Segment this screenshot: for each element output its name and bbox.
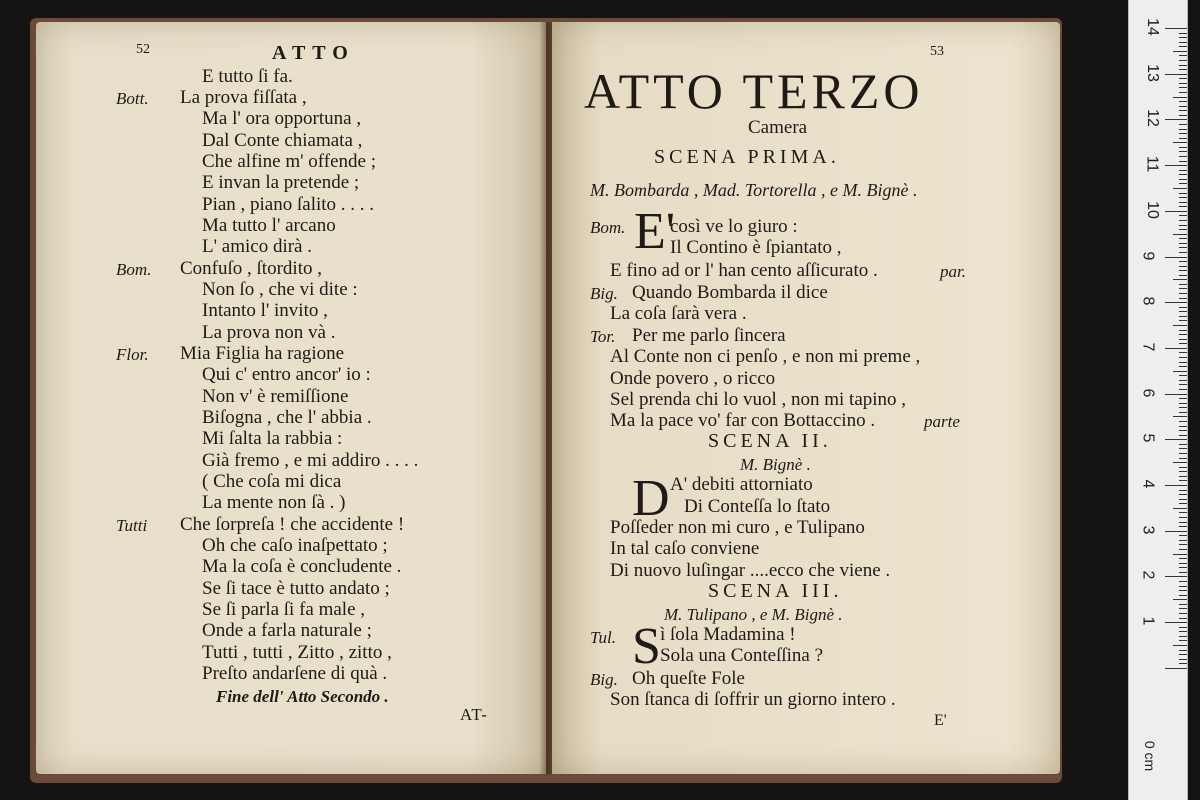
verse-line: La coſa ſarà vera . [610, 303, 747, 324]
ruler-tick [1179, 220, 1187, 221]
ruler-tick [1179, 412, 1187, 413]
verse-line: Il Contino è ſpiantato , [670, 237, 842, 258]
ruler-tick [1179, 206, 1187, 207]
ruler-tick [1179, 37, 1187, 38]
ruler-tick [1165, 302, 1187, 303]
ruler-tick [1179, 403, 1187, 404]
ruler-tick [1173, 51, 1187, 52]
ruler-tick [1179, 535, 1187, 536]
ruler-tick [1179, 161, 1187, 162]
ruler-tick [1179, 197, 1187, 198]
ruler-tick [1179, 106, 1187, 107]
ruler-tick [1179, 499, 1187, 500]
verse-line: Dal Conte chiamata , [202, 130, 363, 151]
ruler-tick [1179, 270, 1187, 271]
verse-line: Oh che caſo inaſpettato ; [202, 535, 388, 556]
ruler-tick [1165, 119, 1187, 120]
ruler-tick [1179, 389, 1187, 390]
verse-line: E tutto ſi fa. [202, 66, 293, 87]
ruler-number: 3 [1139, 525, 1157, 535]
right-page [552, 22, 1060, 774]
verse-line: Per me parlo ſincera [632, 325, 786, 346]
ruler-tick [1179, 238, 1187, 239]
ruler-tick [1179, 421, 1187, 422]
speaker-label: Tul. [590, 628, 616, 647]
running-head: ATTO [272, 42, 355, 64]
speaker-label: Tutti [116, 516, 148, 535]
ruler-tick [1179, 375, 1187, 376]
verse-line: Se ſi parla ſi fa male , [202, 599, 366, 620]
ruler-tick [1179, 101, 1187, 102]
ruler-number: 7 [1139, 342, 1157, 352]
ruler-tick [1179, 476, 1187, 477]
verse-line: E invan la pretende ; [202, 172, 360, 193]
ruler-tick [1179, 147, 1187, 148]
ruler-tick [1179, 398, 1187, 399]
verse-line: Sel prenda chi lo vuol , non mi tapino , [610, 389, 907, 410]
verse-line: ì ſola Madamina ! [660, 624, 796, 645]
drop-cap: S [632, 618, 661, 675]
ruler-tick [1179, 558, 1187, 559]
ruler-tick [1179, 618, 1187, 619]
scene-characters: M. Bignè . [740, 455, 811, 474]
catchword-right: E' [934, 712, 947, 729]
ruler-tick [1179, 608, 1187, 609]
ruler-tick [1179, 65, 1187, 66]
ruler-tick [1179, 430, 1187, 431]
verse-line: Quando Bombarda il dice [632, 282, 828, 303]
ruler-tick [1179, 284, 1187, 285]
ruler-tick [1179, 46, 1187, 47]
ruler-tick [1179, 133, 1187, 134]
speaker-label: Big. [590, 670, 618, 689]
verse-line: Di Conteſſa lo ſtato [684, 496, 831, 517]
ruler-tick [1179, 60, 1187, 61]
ruler-tick [1179, 243, 1187, 244]
ruler-tick [1179, 183, 1187, 184]
scene-heading: SCENA PRIMA. [654, 146, 840, 168]
verse-line: A' debiti attorniato [670, 474, 813, 495]
ruler-tick [1173, 645, 1187, 646]
ruler-tick [1179, 544, 1187, 545]
ruler-tick [1165, 622, 1187, 623]
stage-direction: parte [924, 412, 960, 431]
catchword-left: AT- [460, 705, 488, 724]
verse-line: così ve lo giuro : [670, 216, 798, 237]
speaker-label: Bott. [116, 89, 149, 108]
ruler-tick [1179, 42, 1187, 43]
ruler-tick [1179, 540, 1187, 541]
ruler-tick [1179, 627, 1187, 628]
ruler-tick [1173, 97, 1187, 98]
ruler-tick [1165, 439, 1187, 440]
ruler-tick [1179, 320, 1187, 321]
ruler-tick [1179, 453, 1187, 454]
verse-line: Poſſeder non mi curo , e Tulipano [610, 517, 865, 538]
setting-label: Camera [748, 117, 808, 138]
verse-line: Onde a farla naturale ; [202, 620, 372, 641]
ruler-number: 9 [1139, 251, 1157, 260]
ruler-tick [1179, 663, 1187, 664]
verse-line: La prova non và . [202, 322, 336, 343]
act-end-note: Fine dell' Atto Secondo . [216, 687, 389, 706]
ruler-tick [1179, 339, 1187, 340]
verse-line: Preſto andarſene di quà . [202, 663, 388, 684]
ruler-tick [1173, 188, 1187, 189]
ruler-tick [1179, 613, 1187, 614]
ruler-tick [1173, 416, 1187, 417]
verse-line: Che ſorpreſa ! che accidente ! [180, 514, 405, 535]
ruler-tick [1179, 252, 1187, 253]
ruler-number: 1 [1139, 616, 1157, 626]
speaker-label: Bom. [590, 218, 626, 237]
verse-line: Ma la coſa è concludente . [202, 556, 402, 577]
ruler-tick [1179, 563, 1187, 564]
speaker-label: Tor. [590, 327, 616, 346]
ruler-tick [1179, 426, 1187, 427]
speaker-label: Bom. [116, 260, 152, 279]
ruler-number: 2 [1139, 570, 1157, 580]
ruler-tick [1179, 229, 1187, 230]
ruler-tick [1179, 202, 1187, 203]
page-number-left: 52 [136, 42, 150, 57]
ruler-tick [1179, 83, 1187, 84]
ruler-tick [1179, 334, 1187, 335]
ruler-tick [1179, 631, 1187, 632]
ruler-tick [1179, 343, 1187, 344]
ruler-tick [1165, 257, 1187, 258]
ruler-tick [1179, 471, 1187, 472]
ruler-tick [1179, 654, 1187, 655]
ruler-tick [1179, 215, 1187, 216]
ruler-tick [1165, 211, 1187, 212]
scene-heading: SCENA II. [708, 430, 832, 452]
verse-line: Non ſo , che vi dite : [202, 279, 358, 300]
verse-line: Pian , piano ſalito . . . . [202, 194, 375, 215]
ruler-tick [1179, 151, 1187, 152]
ruler-number: 5 [1139, 433, 1157, 443]
ruler-tick [1179, 174, 1187, 175]
ruler-tick [1179, 307, 1187, 308]
verse-line: Ma la pace vo' far con Bottaccino . [610, 410, 876, 431]
ruler-number: 13 [1143, 63, 1161, 82]
verse-line: Oh queſte Fole [632, 668, 745, 689]
ruler-tick [1179, 156, 1187, 157]
ruler-unit-label: 0 cm [1142, 740, 1159, 772]
ruler-tick [1173, 371, 1187, 372]
ruler-tick [1179, 567, 1187, 568]
ruler-tick [1173, 554, 1187, 555]
ruler-tick [1179, 92, 1187, 93]
ruler-tick [1165, 74, 1187, 75]
ruler-tick [1179, 362, 1187, 363]
ruler-tick [1173, 234, 1187, 235]
ruler-tick [1179, 266, 1187, 267]
scene-characters: M. Bombarda , Mad. Tortorella , e M. Bignè . [590, 180, 918, 200]
verse-line: Tutti , tutti , Zitto , zitto , [202, 642, 392, 663]
verse-line: Biſogna , che l' abbia . [202, 407, 372, 428]
ruler-tick [1165, 668, 1187, 669]
measurement-ruler [1128, 0, 1188, 800]
scene-heading: SCENA III. [708, 580, 843, 602]
verse-line: Qui c' entro ancor' io : [202, 364, 371, 385]
ruler-tick [1179, 352, 1187, 353]
ruler-number: 14 [1143, 18, 1161, 36]
ruler-tick [1179, 480, 1187, 481]
ruler-tick [1179, 55, 1187, 56]
ruler-tick [1179, 640, 1187, 641]
ruler-tick [1179, 517, 1187, 518]
ruler-tick [1179, 129, 1187, 130]
ruler-tick [1173, 508, 1187, 509]
verse-line: Ma tutto l' arcano [202, 215, 336, 236]
ruler-tick [1173, 142, 1187, 143]
verse-line: Son ſtanca di ſoffrir un giorno intero . [610, 689, 896, 710]
ruler-tick [1179, 225, 1187, 226]
ruler-tick [1179, 69, 1187, 70]
ruler-tick [1179, 444, 1187, 445]
ruler-tick [1165, 28, 1187, 29]
ruler-tick [1179, 650, 1187, 651]
ruler-tick [1179, 467, 1187, 468]
drop-cap: E' [634, 203, 676, 260]
ruler-tick [1179, 586, 1187, 587]
verse-line: Di nuovo luſingar ....ecco che viene . [610, 560, 891, 581]
ruler-tick [1179, 590, 1187, 591]
ruler-tick [1179, 380, 1187, 381]
ruler-tick [1179, 275, 1187, 276]
page-number-right: 53 [930, 44, 944, 59]
ruler-tick [1179, 512, 1187, 513]
verse-line: Confuſo , ſtordito , [180, 258, 322, 279]
ruler-tick [1179, 448, 1187, 449]
act-title: ATTO TERZO [584, 63, 924, 119]
verse-line: Mi ſalta la rabbia : [202, 428, 343, 449]
ruler-tick [1165, 485, 1187, 486]
verse-line: Non v' è remiſſione [202, 386, 349, 407]
ruler-tick [1179, 261, 1187, 262]
verse-line: In tal caſo conviene [610, 538, 760, 559]
ruler-tick [1179, 503, 1187, 504]
verse-line: Se ſi tace è tutto andato ; [202, 578, 390, 599]
ruler-tick [1165, 348, 1187, 349]
ruler-tick [1179, 115, 1187, 116]
ruler-tick [1179, 138, 1187, 139]
verse-line: La mente non ſà . ) [202, 492, 346, 513]
ruler-tick [1165, 394, 1187, 395]
ruler-number: 4 [1139, 479, 1157, 489]
ruler-tick [1179, 604, 1187, 605]
ruler-tick [1173, 279, 1187, 280]
scene-characters: M. Tulipano , e M. Bignè . [664, 605, 843, 624]
ruler-tick [1173, 325, 1187, 326]
drop-cap: D [632, 470, 670, 527]
verse-line: L' amico dirà . [202, 236, 312, 257]
ruler-tick [1165, 531, 1187, 532]
ruler-tick [1179, 288, 1187, 289]
ruler-tick [1179, 384, 1187, 385]
ruler-tick [1179, 522, 1187, 523]
ruler-number: 11 [1143, 155, 1161, 173]
ruler-tick [1179, 581, 1187, 582]
ruler-number: 10 [1143, 200, 1161, 219]
speaker-label: Flor. [116, 345, 149, 364]
ruler-tick [1179, 526, 1187, 527]
verse-line: Al Conte non ci penſo , e non mi preme , [610, 346, 921, 367]
ruler-tick [1179, 193, 1187, 194]
ruler-tick [1179, 494, 1187, 495]
ruler-tick [1179, 298, 1187, 299]
ruler-tick [1179, 595, 1187, 596]
verse-line: Sola una Conteſſina ? [660, 645, 824, 666]
ruler-tick [1179, 124, 1187, 125]
ruler-tick [1179, 293, 1187, 294]
verse-line: Intanto l' invito , [202, 300, 328, 321]
verse-line: La prova fiſſata , [180, 87, 307, 108]
ruler-tick [1179, 572, 1187, 573]
ruler-tick [1179, 490, 1187, 491]
stage-direction: par. [940, 262, 966, 281]
ruler-tick [1165, 576, 1187, 577]
ruler-tick [1179, 435, 1187, 436]
ruler-tick [1179, 179, 1187, 180]
ruler-tick [1179, 357, 1187, 358]
ruler-tick [1173, 599, 1187, 600]
ruler-tick [1179, 87, 1187, 88]
ruler-number: 8 [1139, 296, 1157, 306]
ruler-tick [1179, 78, 1187, 79]
ruler-tick [1179, 407, 1187, 408]
verse-line: Onde povero , o ricco [610, 368, 776, 389]
verse-line: Ma l' ora opportuna , [202, 108, 362, 129]
ruler-tick [1165, 165, 1187, 166]
ruler-number: 6 [1139, 388, 1157, 398]
ruler-tick [1179, 247, 1187, 248]
speaker-label: Big. [590, 284, 618, 303]
ruler-tick [1179, 366, 1187, 367]
ruler-tick [1179, 170, 1187, 171]
ruler-tick [1179, 316, 1187, 317]
ruler-tick [1179, 311, 1187, 312]
ruler-tick [1179, 549, 1187, 550]
ruler-tick [1179, 636, 1187, 637]
verse-line: Mia Figlia ha ragione [180, 343, 345, 364]
ruler-tick [1173, 462, 1187, 463]
ruler-tick [1179, 458, 1187, 459]
ruler-tick [1179, 110, 1187, 111]
verse-line: Già fremo , e mi addiro . . . . [202, 450, 419, 471]
verse-line: Che alfine m' offende ; [202, 151, 377, 172]
left-page [36, 22, 546, 774]
verse-line: ( Che coſa mi dica [202, 471, 342, 492]
ruler-number: 12 [1143, 109, 1161, 128]
verse-line: E fino ad or l' han cento aſſicurato . [610, 260, 878, 281]
ruler-tick [1179, 659, 1187, 660]
ruler-tick [1179, 330, 1187, 331]
ruler-tick [1179, 33, 1187, 34]
